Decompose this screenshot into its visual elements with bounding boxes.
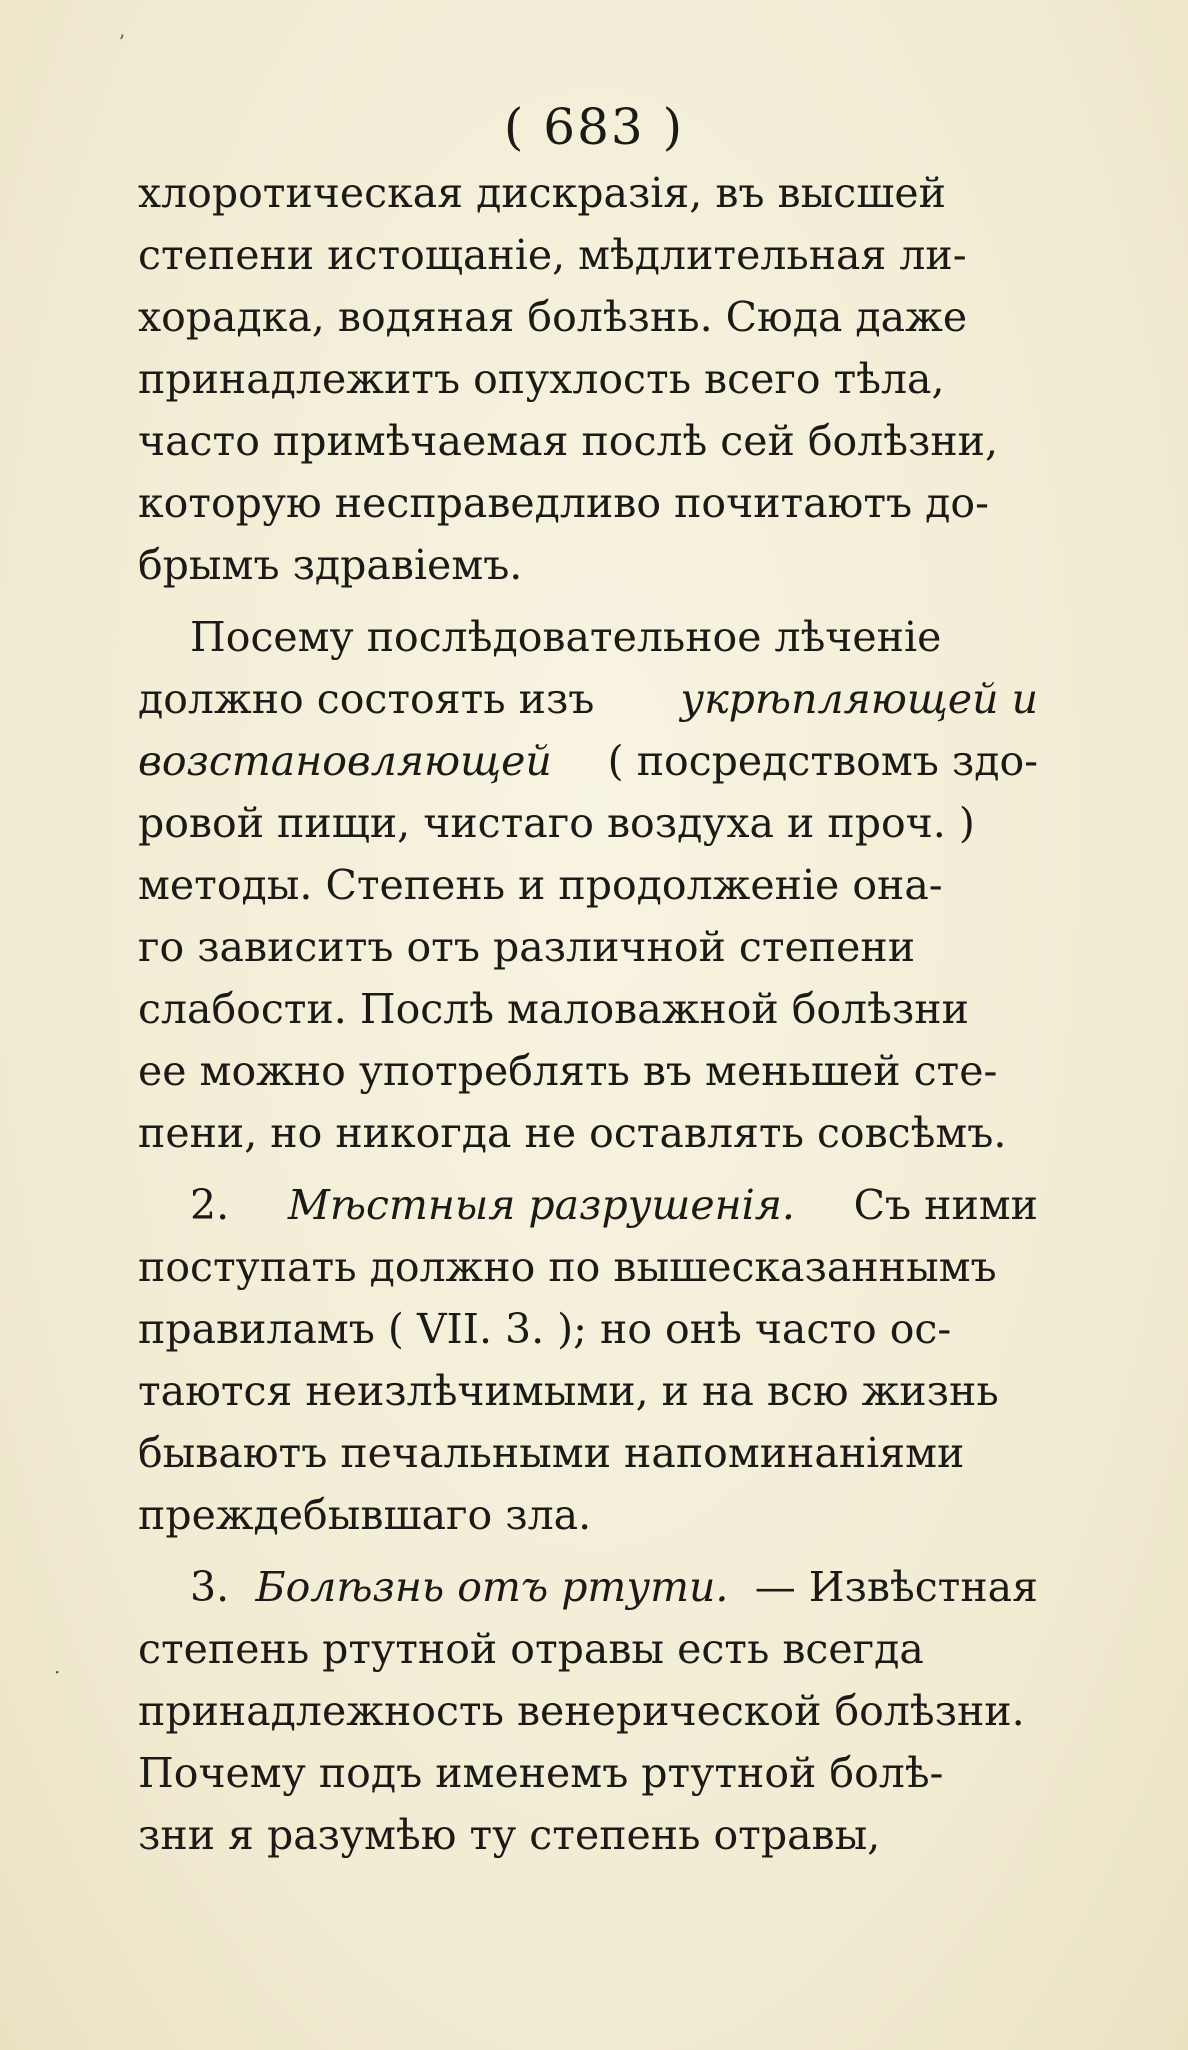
text-segment: хлоротическая дискразія, въ высшей (138, 169, 946, 217)
text-line (138, 1174, 1038, 1236)
text-segment: поступать должно по вышесказаннымъ (138, 1243, 997, 1291)
text-segment: брымъ здравіемъ. (138, 541, 523, 589)
text-segment: — Извѣстная (754, 1563, 1038, 1611)
body-text (138, 162, 1038, 1866)
text-line (138, 792, 1038, 854)
paragraph (138, 606, 1038, 1164)
text-segment: пени, но никогда не оставлять совсѣмъ. (138, 1109, 1007, 1157)
paper-speck: · (54, 1660, 61, 1684)
text-line (138, 162, 1038, 224)
text-line (138, 1618, 1038, 1680)
text-line (138, 916, 1038, 978)
text-line (138, 1742, 1038, 1804)
text-segment: степени истощаніе, мѣдлительная ли- (138, 231, 967, 279)
text-segment: которую несправедливо почитаютъ до- (138, 479, 989, 527)
text-line (138, 730, 1038, 792)
paragraph (138, 1556, 1038, 1866)
paragraph (138, 1174, 1038, 1546)
text-segment: преждебывшаго зла. (138, 1491, 592, 1539)
text-segment: Почему подъ именемъ ртутной болѣ- (138, 1749, 944, 1797)
text-segment: ее можно употреблять въ меньшей сте- (138, 1047, 998, 1095)
text-segment: Съ ними (853, 1181, 1038, 1229)
text-line (138, 1556, 1038, 1618)
text-segment: часто примѣчаемая послѣ сей болѣзни, (138, 417, 999, 465)
text-line (138, 224, 1038, 286)
text-line (138, 534, 1038, 596)
text-line (138, 410, 1038, 472)
text-line (138, 472, 1038, 534)
text-line (138, 668, 1038, 730)
text-line (138, 1102, 1038, 1164)
text-segment: зни я разумѣю ту степень отравы, (138, 1811, 881, 1859)
paragraph (138, 162, 1038, 596)
text-line (138, 606, 1038, 668)
text-segment: го зависитъ отъ различной степени (138, 923, 916, 971)
text-line (138, 1236, 1038, 1298)
italic-text: Мѣстныя разрушенія. (287, 1181, 795, 1229)
text-segment: хорадка, водяная болѣзнь. Сюда даже (138, 293, 968, 341)
italic-text: Болѣзнь отъ ртути. (255, 1563, 729, 1611)
text-line (138, 348, 1038, 410)
text-line (138, 1804, 1038, 1866)
text-line (138, 978, 1038, 1040)
text-segment: ровой пищи, чистаго воздуха и проч. ) (138, 799, 975, 847)
paper-speck: ʼ (118, 30, 125, 54)
text-segment: принадлежитъ опухлость всего тѣла, (138, 355, 945, 403)
text-segment: правиламъ ( VII. 3. ); но онѣ часто ос- (138, 1305, 952, 1353)
text-segment: должно состоять изъ (138, 675, 595, 723)
text-segment: 3. (190, 1563, 230, 1611)
text-line (138, 286, 1038, 348)
page-number: ( 683 ) (503, 98, 685, 156)
text-segment: ( посредствомъ здо- (607, 737, 1038, 785)
text-line (138, 1422, 1038, 1484)
text-line (138, 1484, 1038, 1546)
italic-text: возстановляющей (138, 737, 552, 785)
text-line (138, 1040, 1038, 1102)
text-segment: 2. (190, 1181, 230, 1229)
text-segment: таются неизлѣчимыми, и на всю жизнь (138, 1367, 999, 1415)
text-segment: Посему послѣдовательное лѣченіе (190, 613, 942, 661)
text-segment: методы. Степень и продолженіе она- (138, 861, 943, 909)
text-segment: принадлежность венерической болѣзни. (138, 1687, 1025, 1735)
text-line (138, 1298, 1038, 1360)
text-segment: бываютъ печальными напоминаніями (138, 1429, 965, 1477)
text-segment: степень ртутной отравы есть всегда (138, 1625, 924, 1673)
text-line (138, 854, 1038, 916)
text-line (138, 1680, 1038, 1742)
text-segment: слабости. Послѣ маловажной болѣзни (138, 985, 969, 1033)
text-line (138, 1360, 1038, 1422)
italic-text: укрѣпляющей и (680, 675, 1038, 723)
